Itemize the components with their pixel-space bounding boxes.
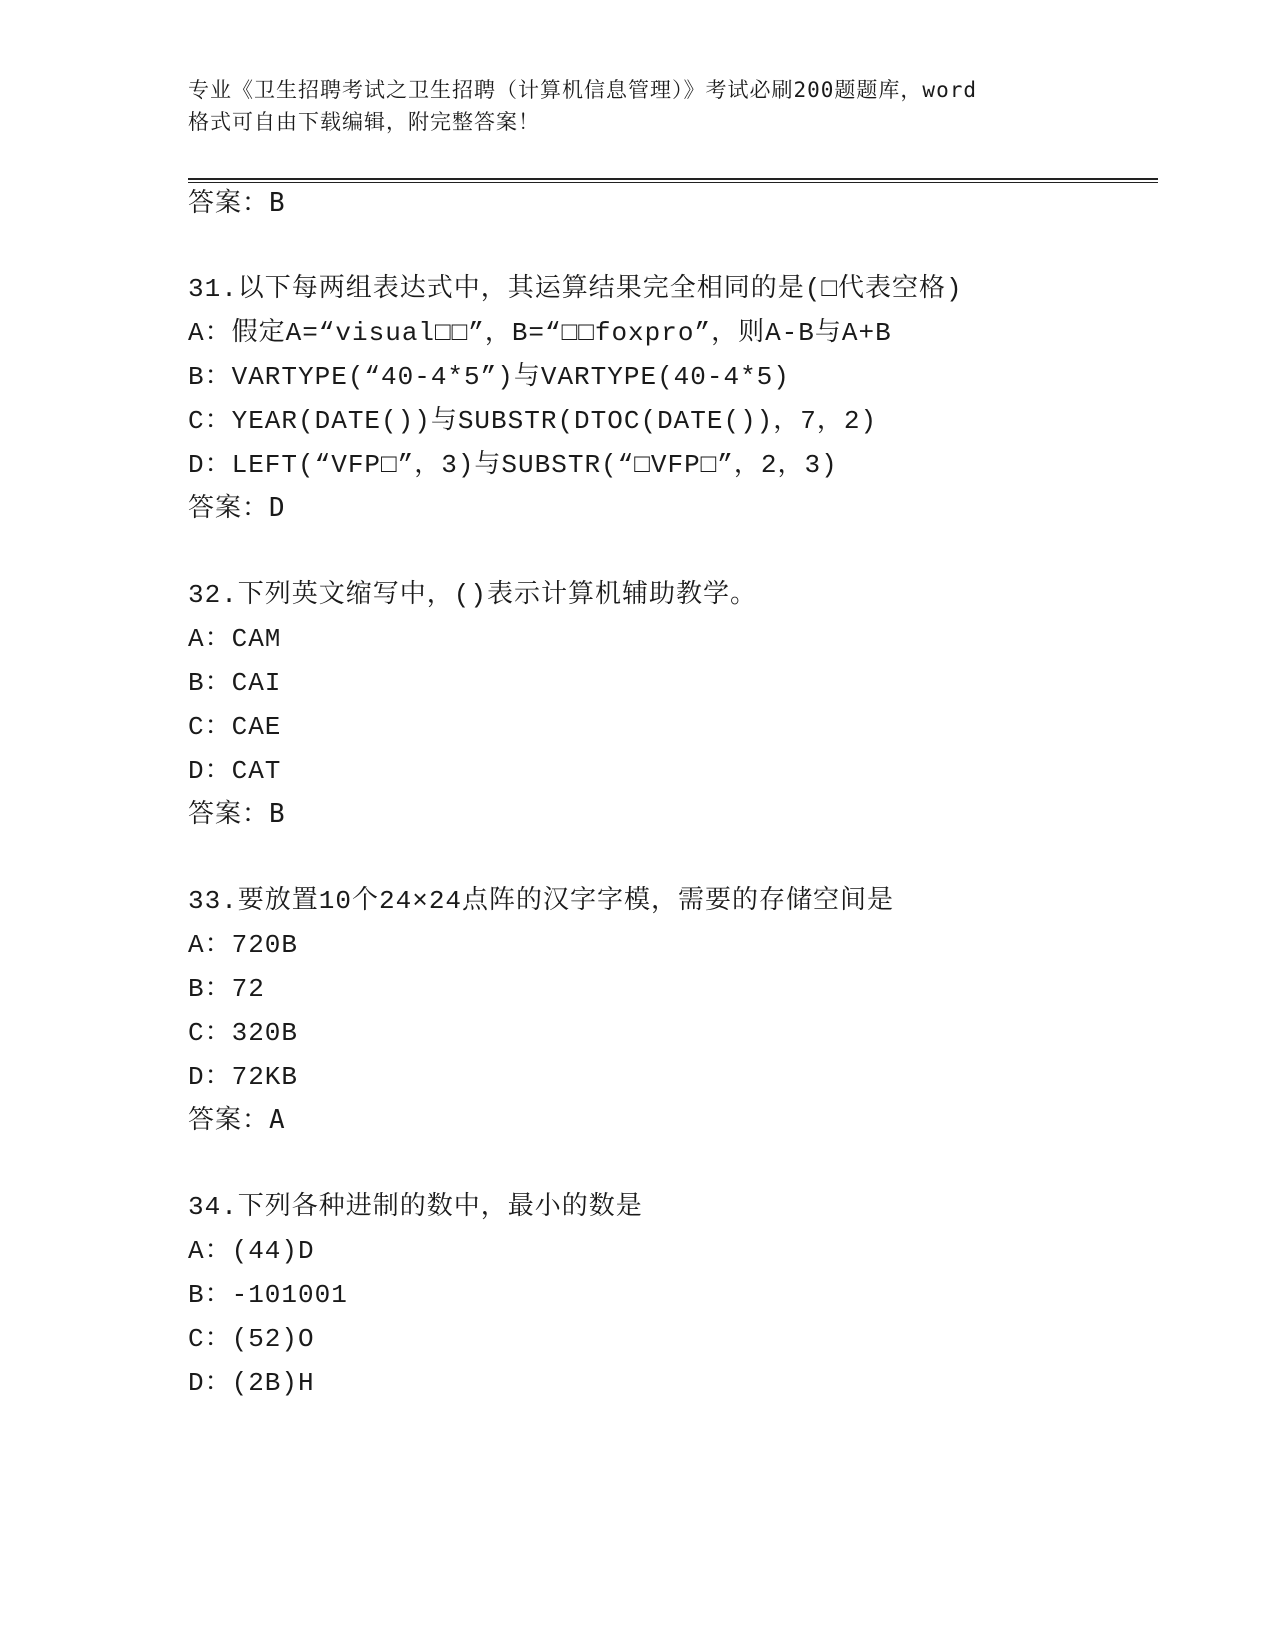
document-header [188,74,1088,138]
option-b: B：72 [188,974,265,1004]
option-c: C：YEAR(DATE())与SUBSTR(DTOC(DATE())，7，2) [188,406,878,436]
header-line-2: 格式可自由下载编辑，附完整答案！ [188,110,540,134]
header-divider [188,178,1158,183]
answer-line: 答案：B [188,799,286,829]
option-d: D：72KB [188,1062,299,1092]
header-line-1: 专业《卫生招聘考试之卫生招聘（计算机信息管理）》考试必刷200题题库，word [188,78,977,102]
question-stem: 34.下列各种进制的数中，最小的数是 [188,1192,643,1222]
question-stem: 31.以下每两组表达式中，其运算结果完全相同的是(□代表空格) [188,274,963,304]
option-d: D：LEFT(“VFP□”，3)与SUBSTR(“□VFP□”，2，3) [188,450,838,480]
answer-line: 答案：B [188,188,286,218]
option-a: A：CAM [188,624,282,654]
question-stem: 33.要放置10个24×24点阵的汉字字模，需要的存储空间是 [188,886,895,916]
option-c: C：CAE [188,712,282,742]
option-b: B：VARTYPE(“40-4*5”)与VARTYPE(40-4*5) [188,362,790,392]
option-b: B：-101001 [188,1280,348,1310]
answer-line: 答案：D [188,493,286,523]
option-a: A：720B [188,930,299,960]
option-a: A：假定A=“visual□□”，B=“□□foxpro”，则A-B与A+B [188,318,892,348]
option-d: D：(2B)H [188,1368,315,1398]
option-b: B：CAI [188,668,282,698]
option-c: C：(52)O [188,1324,315,1354]
option-d: D：CAT [188,756,282,786]
answer-line: 答案：A [188,1105,286,1135]
option-c: C：320B [188,1018,299,1048]
question-stem: 32.下列英文缩写中，()表示计算机辅助教学。 [188,580,758,610]
option-a: A：(44)D [188,1236,315,1266]
